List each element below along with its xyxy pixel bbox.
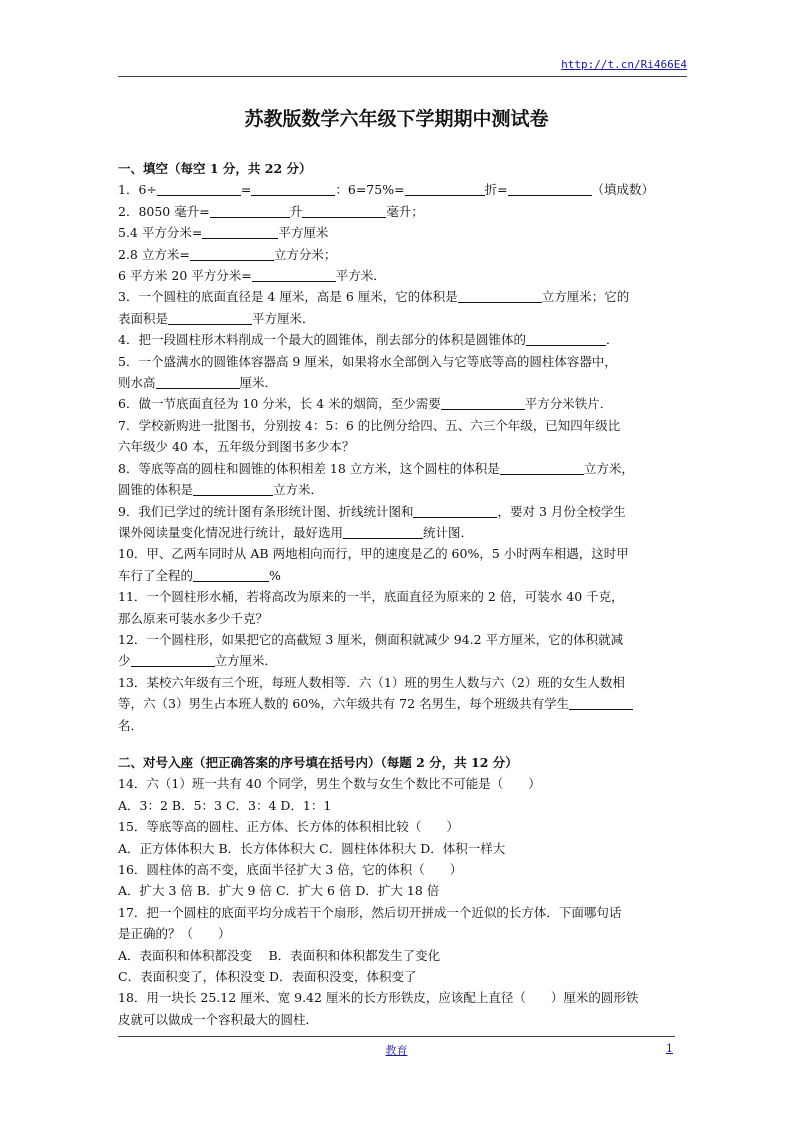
q3-text-c: 表面积是 [118, 310, 169, 326]
question-11: 11．一个圆柱形水桶，若将高改为原来的一半，底面直径为原来的 2 倍，可装水 40 千克， [118, 589, 624, 605]
answer-blank [157, 181, 241, 196]
q2c-text-b: 立方分米； [273, 246, 337, 262]
answer-blank [413, 503, 497, 518]
q8-text-a: 8．等底等高的圆柱和圆锥的体积相差 18 立方米，这个圆柱的体积是 [118, 460, 500, 476]
q9-text-d: 统计图． [423, 524, 474, 540]
q2b-text-b: 平方厘米 [278, 225, 329, 241]
answer-blank [343, 524, 423, 539]
answer-blank [190, 246, 274, 261]
question-10-cont [118, 565, 678, 586]
answer-blank [441, 395, 525, 410]
q5-text-b: 则水高 [118, 375, 156, 391]
answer-blank [202, 224, 278, 239]
q2b-text-a: 5.4 平方分米= [118, 225, 203, 241]
answer-blank [526, 331, 606, 346]
question-15-options: A．正方体体积大 B．长方体体积大 C．圆柱体体积大 D．体积一样大 [118, 840, 506, 856]
q8-text-c: 圆锥的体积是 [118, 482, 194, 498]
answer-blank [458, 288, 542, 303]
footer-divider [118, 1036, 675, 1037]
exam-content [118, 158, 678, 1030]
question-14-options: A．3：2 B．5：3 C．3：4 D．1：1 [118, 797, 332, 813]
question-3 [118, 286, 678, 307]
question-9-cont [118, 522, 678, 543]
question-13-end: 名． [118, 717, 144, 733]
answer-blank [156, 374, 240, 389]
question-8 [118, 458, 678, 479]
question-18-cont: 皮就可以做成一个容积最大的圆柱． [118, 1011, 319, 1027]
question-5: 5．一个盛满水的圆锥体容器高 9 厘米，如果将水全部倒入与它等底等高的圆柱体容器中， [118, 353, 617, 369]
answer-blank [193, 481, 273, 496]
q2d-text-a: 6 平方米 20 平方分米= [118, 268, 252, 284]
q5-text-c: 厘米． [239, 375, 278, 391]
question-12: 12．一个圆柱形，如果把它的高截短 3 厘米，侧面积就减少 94.2 平方厘米，它的体积就减 [118, 631, 624, 647]
question-2-part-b [118, 222, 678, 243]
question-11-cont: 那么原来可装水多少千克？ [118, 610, 269, 626]
q3-text-a: 3．一个圆柱的底面直径是 4 厘米，高是 6 厘米，它的体积是 [118, 289, 458, 305]
section-2-heading: 二、对号入座（把正确答案的序号填在括号内）（每题 2 分，共 12 分） [118, 754, 518, 770]
question-14: 14．六（1）班一共有 40 个同学，男生个数与女生个数比不可能是（ ） [118, 776, 541, 792]
q6-text-a: 6．做一节底面直径为 10 分米，长 4 米的烟筒，至少需要 [118, 396, 441, 412]
answer-blank [251, 181, 335, 196]
header-divider [118, 76, 687, 77]
answer-blank [168, 310, 252, 325]
question-17-options-1: A．表面积和体积都没变 B．表面积和体积都发生了变化 [118, 947, 441, 963]
q2-text-b: 升 [289, 203, 303, 219]
answer-blank [508, 181, 592, 196]
q4-text-b: ． [605, 332, 619, 348]
answer-blank [193, 567, 269, 582]
answer-blank [131, 652, 215, 667]
q2-text-c: 毫升； [386, 203, 424, 219]
question-2-part-d [118, 265, 678, 286]
question-2 [118, 201, 678, 222]
header-url-link[interactable]: http://t.cn/Ri466E4 [561, 58, 687, 71]
page-number: 1 [666, 1042, 673, 1055]
question-7-cont: 六年级少 40 本，五年级分到图书多少本？ [118, 439, 355, 455]
q2-text-a: 2．8050 毫升= [118, 203, 210, 219]
question-15: 15．等底等高的圆柱、正方体、长方体的体积相比较（ ） [118, 819, 459, 835]
q1-text-b: = [240, 182, 252, 198]
q2c-text-a: 2.8 立方米= [118, 246, 190, 262]
q13-text-b: 等，六（3）男生占本班人数的 60%，六年级共有 72 名男生，每个班级共有学生 [118, 696, 570, 712]
question-8-cont [118, 479, 678, 500]
question-16: 16．圆柱体的高不变，底面半径扩大 3 倍，它的体积（ ） [118, 862, 463, 877]
question-1 [118, 179, 678, 200]
q6-text-b: 平方分米铁片． [524, 396, 613, 412]
q9-text-c: 课外阅读量变化情况进行统计，最好选用 [118, 524, 344, 540]
q8-text-d: 立方米． [273, 482, 324, 498]
footer-link[interactable]: 教育 [385, 1044, 408, 1057]
section-1-heading: 一、填空（每空 1 分，共 22 分） [118, 161, 312, 176]
question-18: 18．用一块长 25.12 厘米、宽 9.42 厘米的长方形铁皮，应该配上直径（ ）厘米的圆形铁 [118, 990, 639, 1006]
q1-text-d: 折= [484, 182, 508, 198]
question-4 [118, 329, 678, 350]
q12-text-c: 立方厘米． [214, 653, 278, 669]
question-17-cont: 是正确的？（ ） [118, 926, 231, 942]
question-9 [118, 501, 678, 522]
question-13-cont [118, 693, 678, 714]
q1-text-c: ：6=75%= [335, 182, 405, 198]
question-10: 10．甲、乙两车同时从 AB 两地相向而行，甲的速度是乙的 60%，5 小时两车相遇，这时甲 [118, 546, 629, 562]
answer-blank [252, 267, 336, 282]
q10-text-c: % [269, 567, 281, 583]
q1-text-e: （填成数） [591, 182, 655, 198]
q8-text-b: 立方米， [583, 460, 634, 476]
question-3-cont [118, 308, 678, 329]
question-13: 13．某校六年级有三个班，每班人数相等．六（1）班的男生人数与六（2）班的女生人数相 [118, 674, 625, 690]
q3-text-b: 立方厘米；它的 [541, 289, 630, 305]
q3-text-d: 平方厘米． [252, 310, 315, 326]
q10-text-b: 车行了全程的 [118, 567, 194, 583]
question-12-cont [118, 650, 678, 671]
question-17-options-2: C．表面积变了，体积没变 D．表面积没变，体积变了 [118, 969, 417, 985]
q9-text-b: ，要对 3 月份全校学生 [497, 503, 626, 519]
question-16-options: A．扩大 3 倍 B．扩大 9 倍 C．扩大 6 倍 D．扩大 18 倍 [118, 883, 440, 899]
q1-text-a: 1．6÷ [118, 182, 157, 198]
q12-text-b: 少 [118, 653, 131, 669]
question-6 [118, 393, 678, 414]
q9-text-a: 9．我们已学过的统计图有条形统计图、折线统计图和 [118, 503, 414, 519]
answer-blank [302, 203, 386, 218]
page-title: 苏教版数学六年级下学期期中测试卷 [244, 108, 549, 130]
answer-blank [569, 695, 633, 710]
answer-blank [210, 203, 290, 218]
answer-blank [405, 181, 485, 196]
question-2-part-c [118, 244, 678, 265]
q4-text-a: 4．把一段圆柱形木料削成一个最大的圆锥体，削去部分的体积是圆锥体的 [118, 332, 526, 348]
question-5-cont [118, 372, 678, 393]
answer-blank [500, 460, 584, 475]
question-7: 7．学校新购进一批图书，分别按 4：5：6 的比例分给四、五、六三个年级，已知四年级比 [118, 417, 621, 433]
question-17: 17．把一个圆柱的底面平均分成若干个扇形，然后切开拼成一个近似的长方体．下面哪句话 [118, 904, 622, 920]
q2d-text-b: 平方米． [335, 268, 386, 284]
